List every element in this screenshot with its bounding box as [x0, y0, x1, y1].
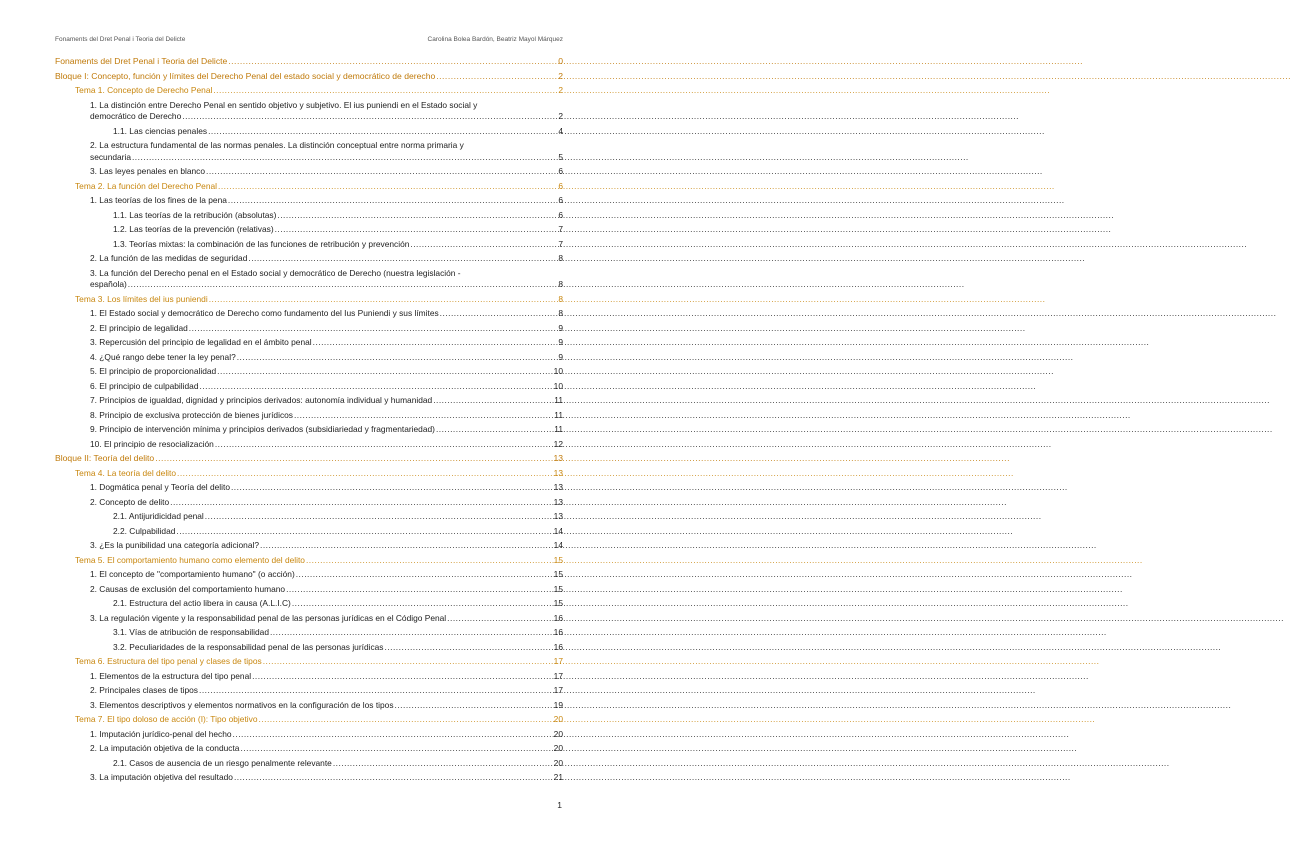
toc-entry[interactable]	[55, 166, 563, 178]
toc-page-number: 2	[558, 70, 563, 81]
toc-entry[interactable]	[55, 482, 563, 494]
toc-entry[interactable]	[55, 181, 563, 193]
toc-entry[interactable]	[55, 56, 563, 68]
toc-entry[interactable]	[55, 743, 563, 755]
toc-leader-dots	[436, 424, 553, 436]
toc-entry[interactable]	[55, 352, 563, 364]
toc-entry[interactable]	[55, 210, 563, 222]
toc-entry-text: 5. El principio de proporcionalidad	[90, 366, 217, 376]
toc-entry-text: 3.2. Peculiaridades de la responsabilidad penal de las personas jurídicas	[113, 641, 384, 652]
toc-page-number: 8	[558, 308, 563, 318]
toc-entry-text: 3. ¿Es la punibilidad una categoría adicional?	[90, 540, 260, 550]
toc-page-number: 10	[553, 366, 563, 376]
toc-page-number: 19	[553, 699, 563, 710]
toc-page-number: 6	[558, 209, 563, 220]
toc-page-number: 20	[553, 743, 563, 753]
toc-entry-text: 2. El principio de legalidad	[90, 322, 188, 333]
toc-entry[interactable]	[55, 381, 563, 393]
toc-entry-text: 1.1. Las teorías de la retribución (absolutas)	[113, 209, 277, 220]
toc-entry[interactable]	[55, 671, 563, 683]
toc-entry[interactable]	[55, 526, 563, 538]
toc-page-number: 16	[553, 612, 563, 623]
toc-page-number: 16	[553, 627, 563, 637]
header-left-title: Fonaments del Dret Penal i Teoria del Delicte	[55, 36, 186, 43]
toc-entry[interactable]	[55, 656, 563, 668]
toc-leader-dots	[433, 395, 553, 407]
toc-page-number: 7	[558, 224, 563, 234]
toc-entry-text: 2. Principales clases de tipos	[90, 685, 198, 695]
toc-leader-dots	[182, 111, 557, 123]
toc-page-number: 17	[553, 685, 563, 695]
toc-entry[interactable]	[55, 627, 563, 639]
toc-entry[interactable]	[55, 439, 563, 451]
toc-entry-text: 1. Imputación jurídico-penal del hecho	[90, 728, 232, 739]
toc-page-number: 17	[553, 656, 563, 666]
toc-leader-dots	[213, 85, 557, 97]
toc-entry-text: 1. Dogmática penal y Teoría del delito	[90, 482, 230, 492]
page-number: 1	[557, 800, 562, 810]
toc-entry-text: 2. Causas de exclusión del comportamiento humano	[90, 583, 286, 594]
toc-entry[interactable]	[55, 294, 563, 306]
toc-page-number: 8	[558, 253, 563, 263]
toc-entry-text: 2.1. Estructura del actio libera in causa (A.L.I.C)	[113, 598, 291, 608]
toc-leader-dots	[263, 656, 553, 668]
toc-entry-text: 1. La distinción entre Derecho Penal en sentido objetivo y subjetivo. El ius puniendi en el Estado social y	[90, 99, 478, 110]
toc-entry-text-continued: secundaria	[90, 151, 131, 162]
toc-entry-text: 6. El principio de culpabilidad	[90, 380, 199, 391]
toc-entry[interactable]	[55, 685, 563, 697]
toc-entry[interactable]	[55, 100, 563, 123]
toc-leader-dots	[277, 210, 557, 222]
toc-entry[interactable]	[55, 497, 563, 509]
toc-entry[interactable]	[55, 337, 563, 349]
toc-leader-dots	[292, 598, 553, 610]
toc-page-number: 15	[553, 554, 563, 565]
toc-entry-text: 2.1. Casos de ausencia de un riesgo penalmente relevante	[113, 757, 332, 768]
toc-page-number: 14	[553, 540, 563, 550]
toc-page-number: 11	[554, 409, 563, 420]
toc-leader-dots	[128, 279, 558, 291]
toc-page-number: 12	[553, 438, 563, 449]
toc-entry-text: 1. El concepto de "comportamiento humano" (o acción)	[90, 569, 295, 579]
toc-leader-dots	[231, 482, 553, 494]
toc-entry[interactable]	[55, 613, 563, 625]
toc-entry[interactable]	[55, 511, 563, 523]
toc-entry[interactable]	[55, 410, 563, 422]
toc-leader-dots	[275, 224, 558, 236]
toc-leader-dots	[233, 729, 553, 741]
toc-entry-text: 3. Las leyes penales en blanco	[90, 166, 206, 176]
toc-entry[interactable]	[55, 758, 563, 770]
toc-entry-text: Tema 7. El tipo doloso de acción (I): Tipo objetivo	[75, 714, 258, 724]
toc-entry[interactable]	[55, 126, 563, 138]
toc-leader-dots	[217, 366, 553, 378]
toc-entry[interactable]	[55, 584, 563, 596]
toc-entry-text: 3. La imputación objetiva del resultado	[90, 772, 233, 782]
toc-page-number: 15	[553, 598, 563, 608]
toc-entry-text-continued: española)	[90, 279, 127, 289]
toc-leader-dots	[170, 497, 553, 509]
header-right-authors: Carolina Bolea Bardón, Beatriz Mayol Márquez	[427, 36, 563, 43]
toc-page-number: 4	[558, 125, 563, 136]
toc-leader-dots	[189, 323, 558, 335]
toc-entry[interactable]	[55, 772, 563, 784]
toc-leader-dots	[296, 569, 553, 581]
toc-entry[interactable]	[55, 395, 563, 407]
toc-leader-dots	[447, 613, 553, 625]
toc-entry[interactable]	[55, 140, 563, 163]
toc-entry[interactable]	[55, 424, 563, 436]
toc-leader-dots	[270, 627, 553, 639]
toc-entry[interactable]	[55, 195, 563, 207]
toc-leader-dots	[199, 685, 553, 697]
toc-entry-text: Tema 1. Concepto de Derecho Penal	[75, 85, 213, 95]
toc-page-number: 11	[554, 424, 563, 434]
toc-entry-text: 2. La estructura fundamental de las normas penales. La distinción conceptual entre norma primaria y	[90, 140, 464, 150]
toc-entry-text: 7. Principios de igualdad, dignidad y principios derivados: autonomía individual y humanidad	[90, 395, 433, 405]
toc-page-number: 21	[553, 772, 563, 782]
toc-page-number: 16	[553, 641, 563, 652]
toc-leader-dots	[176, 526, 552, 538]
toc-page-number: 6	[558, 166, 563, 176]
toc-page-number: 13	[553, 482, 563, 492]
toc-leader-dots	[259, 714, 553, 726]
toc-page-number: 13	[553, 496, 563, 507]
toc-leader-dots	[385, 642, 553, 654]
toc-entry-text: 2. Concepto de delito	[90, 496, 170, 507]
toc-entry[interactable]	[55, 700, 563, 712]
toc-leader-dots	[132, 152, 557, 164]
toc-entry-text: 4. ¿Qué rango debe tener la ley penal?	[90, 351, 236, 362]
toc-leader-dots	[252, 671, 553, 683]
toc-entry-text: 1. Elementos de la estructura del tipo penal	[90, 670, 252, 681]
toc-leader-dots	[436, 71, 557, 83]
toc-entry[interactable]	[55, 598, 563, 610]
toc-leader-dots	[260, 540, 553, 552]
toc-entry[interactable]	[55, 468, 563, 480]
toc-page-number: 13	[553, 511, 563, 521]
toc-leader-dots	[240, 743, 552, 755]
toc-leader-dots	[208, 126, 557, 138]
toc-entry[interactable]	[55, 224, 563, 236]
toc-entry[interactable]	[55, 714, 563, 726]
toc-leader-dots	[395, 700, 553, 712]
toc-entry-text: Tema 5. El comportamiento humano como elemento del delito	[75, 554, 305, 565]
toc-leader-dots	[410, 239, 557, 251]
toc-entry-text: 2.2. Culpabilidad	[113, 525, 176, 536]
toc-entry-text: Tema 6. Estructura del tipo penal y clases de tipos	[75, 656, 262, 666]
toc-entry[interactable]	[55, 253, 563, 265]
toc-page-number: 20	[553, 728, 563, 739]
toc-page-number: 9	[558, 351, 563, 362]
toc-leader-dots	[218, 181, 557, 193]
toc-leader-dots	[177, 468, 553, 480]
toc-entry-text: 3. La regulación vigente y la responsabilidad penal de las personas jurídicas en el Código Penal	[90, 612, 447, 623]
toc-entry-text: 10. El principio de resocialización	[90, 438, 214, 449]
toc-page-number: 9	[558, 322, 563, 333]
toc-entry[interactable]	[55, 729, 563, 741]
table-of-contents	[55, 56, 563, 787]
toc-entry-text: 1.3. Teorías mixtas: la combinación de las funciones de retribución y prevención	[113, 238, 410, 249]
toc-entry[interactable]	[55, 540, 563, 552]
toc-page-number: 2	[558, 85, 563, 95]
toc-page-number: 10	[553, 380, 563, 391]
toc-leader-dots	[206, 166, 557, 178]
toc-leader-dots	[294, 410, 553, 422]
toc-entry[interactable]	[55, 308, 563, 320]
toc-entry[interactable]	[55, 453, 563, 465]
toc-entry-text: Tema 2. La función del Derecho Penal	[75, 180, 217, 191]
toc-entry[interactable]	[55, 239, 563, 251]
toc-entry-text: Bloque I: Concepto, función y límites del Derecho Penal del estado social y democrático de derecho	[55, 70, 436, 81]
toc-page-number: 2	[558, 111, 563, 121]
toc-entry[interactable]	[55, 555, 563, 567]
toc-page-number: 17	[553, 670, 563, 681]
toc-entry-text: 1. Las teorías de los fines de la pena	[90, 195, 227, 205]
toc-page-number: 13	[553, 467, 563, 478]
toc-entry[interactable]	[55, 323, 563, 335]
toc-page-number: 8	[558, 293, 563, 304]
toc-entry-text: Bloque II: Teoría del delito	[55, 453, 155, 463]
toc-entry-text: 3.1. Vías de atribución de responsabilidad	[113, 627, 269, 637]
toc-entry[interactable]	[55, 71, 563, 83]
toc-entry-text: 1.2. Las teorías de la prevención (relativas)	[113, 224, 274, 234]
toc-entry[interactable]	[55, 268, 563, 291]
toc-leader-dots	[199, 381, 552, 393]
toc-leader-dots	[155, 453, 552, 465]
toc-entry-text: 9. Principio de intervención mínima y principios derivados (subsidiariedad y fragmentariedad)	[90, 424, 435, 434]
toc-entry-text: 2. La imputación objetiva de la conducta	[90, 743, 240, 753]
toc-entry-text: Tema 3. Los límites del ius puniendi	[75, 293, 208, 304]
toc-entry-text: 2.1. Antijuridicidad penal	[113, 511, 204, 521]
toc-entry-text-continued: democrático de Derecho	[90, 111, 182, 121]
toc-entry-text: 3. Elementos descriptivos y elementos normativos en la configuración de los tipos	[90, 699, 394, 710]
toc-entry-text: 2. La función de las medidas de seguridad	[90, 253, 248, 263]
toc-entry[interactable]	[55, 366, 563, 378]
toc-page-number: 6	[558, 195, 563, 205]
toc-entry[interactable]	[55, 642, 563, 654]
toc-entry-text: 3. Repercusión del principio de legalidad en el ámbito penal	[90, 337, 312, 347]
toc-page-number: 20	[553, 714, 563, 724]
toc-page-number: 6	[558, 180, 563, 191]
toc-leader-dots	[237, 352, 558, 364]
toc-page-number: 11	[554, 395, 563, 405]
toc-page-number: 14	[553, 525, 563, 536]
toc-leader-dots	[205, 511, 553, 523]
toc-leader-dots	[215, 439, 553, 451]
toc-page-number: 15	[553, 583, 563, 594]
toc-page-number: 13	[553, 453, 563, 463]
toc-entry[interactable]	[55, 85, 563, 97]
toc-leader-dots	[440, 308, 558, 320]
toc-leader-dots	[228, 56, 557, 68]
toc-leader-dots	[234, 772, 553, 784]
toc-leader-dots	[313, 337, 558, 349]
toc-entry-text: 1.1. Las ciencias penales	[113, 125, 208, 136]
toc-entry-text: Fonaments del Dret Penal i Teoria del Delicte	[55, 56, 228, 66]
toc-entry[interactable]	[55, 569, 563, 581]
page-header	[55, 36, 563, 43]
toc-entry-text: 1. El Estado social y democrático de Derecho como fundamento del Ius Puniendi y sus límites	[90, 308, 439, 318]
toc-leader-dots	[209, 294, 558, 306]
toc-leader-dots	[248, 253, 557, 265]
toc-page-number: 9	[558, 337, 563, 347]
toc-leader-dots	[306, 555, 553, 567]
toc-entry-text: 3. La función del Derecho penal en el Estado social y democrático de Derecho (nuestra legislación -	[90, 267, 461, 278]
toc-page-number: 15	[553, 569, 563, 579]
toc-page-number: 20	[553, 757, 563, 768]
toc-leader-dots	[228, 195, 557, 207]
toc-entry-text: 8. Principio de exclusiva protección de bienes jurídicos	[90, 409, 293, 420]
toc-page-number: 5	[558, 151, 563, 162]
toc-page-number: 7	[558, 238, 563, 249]
toc-leader-dots	[286, 584, 553, 596]
toc-page-number: 0	[558, 56, 563, 66]
toc-page-number: 8	[558, 279, 563, 289]
toc-entry-text: Tema 4. La teoría del delito	[75, 467, 177, 478]
toc-leader-dots	[333, 758, 553, 770]
